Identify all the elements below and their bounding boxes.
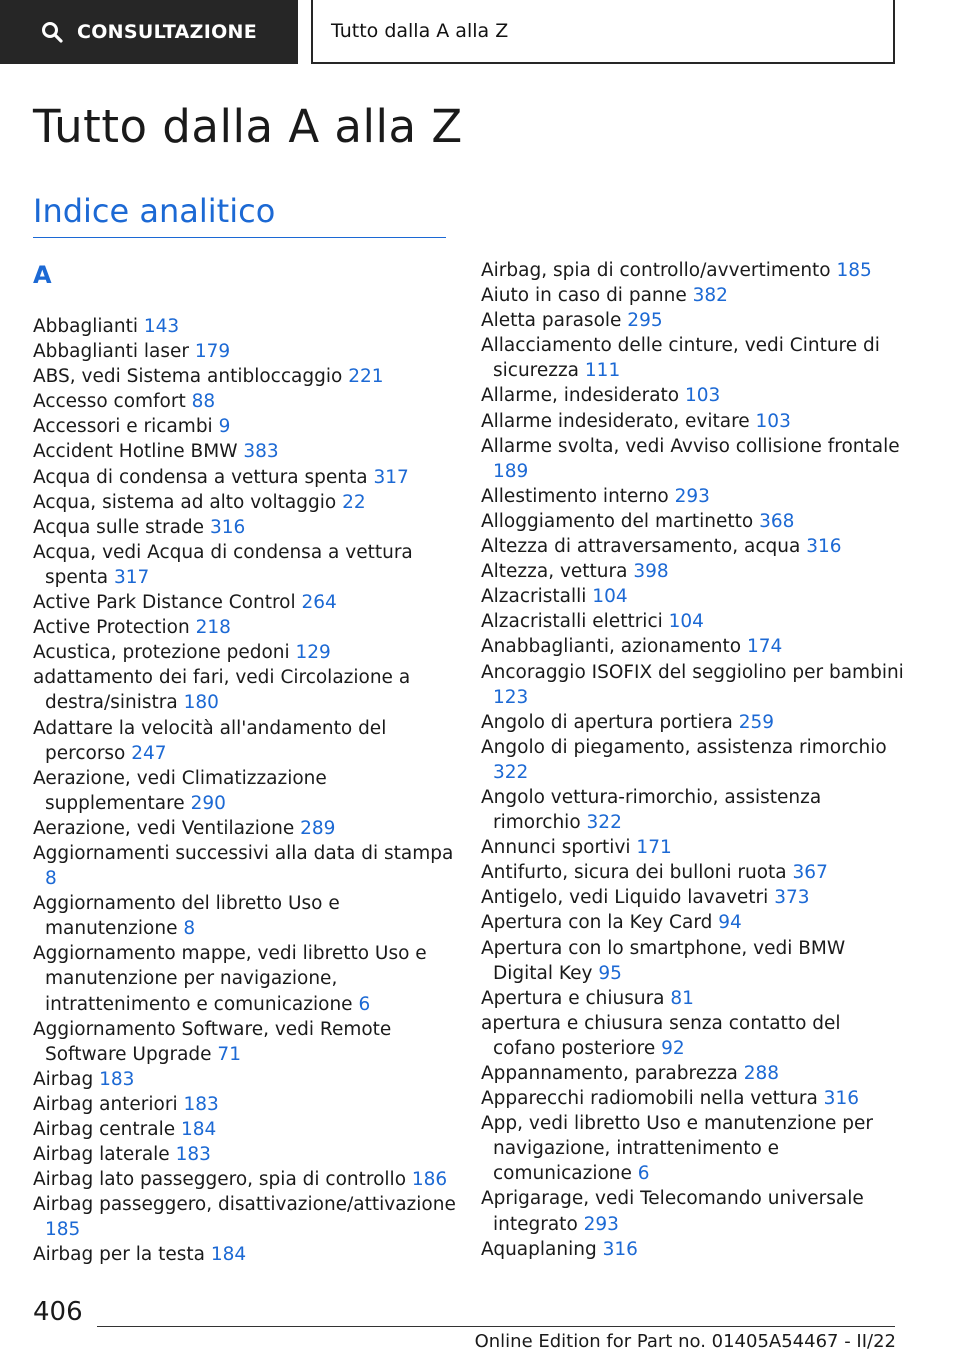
index-entry [33, 1192, 458, 1242]
index-page-link[interactable]: 184 [210, 1244, 247, 1266]
index-entry [33, 515, 458, 540]
index-entry-text: Acqua, sistema ad alto voltaggio [33, 491, 343, 513]
index-page-link[interactable]: 143 [143, 316, 180, 337]
index-entry-text: Abbaglianti [33, 316, 144, 337]
index-entry-text: Aletta parasole [481, 310, 628, 332]
index-page-link[interactable]: 289 [300, 817, 336, 839]
index-entry-text: adattamento dei fari, vedi Circolazione a destra/sinistra [33, 667, 411, 714]
index-page-link[interactable]: 174 [746, 636, 783, 658]
index-page-link[interactable]: 103 [755, 410, 791, 432]
index-entry-text: Angolo vettura-rimorchio, assistenza rimorchio [481, 786, 822, 834]
index-page-link[interactable]: 185 [45, 1219, 81, 1241]
index-page-link[interactable]: 71 [217, 1043, 241, 1065]
index-entry [33, 716, 458, 766]
index-entry [481, 609, 906, 634]
index-list-right [481, 258, 906, 1262]
index-entry-text: Aquaplaning [481, 1238, 603, 1260]
index-entry-text: Anabbaglianti, azionamento [481, 636, 747, 658]
index-entry [33, 590, 458, 615]
index-page-link[interactable]: 184 [180, 1119, 217, 1140]
index-page-link[interactable]: 104 [668, 611, 704, 633]
index-entry [33, 615, 458, 640]
consultation-label: CONSULTAZIONE [76, 21, 258, 43]
index-page-link[interactable]: 322 [493, 761, 529, 783]
index-entry-text: Allestimento interno [481, 485, 675, 507]
index-entry [481, 1186, 906, 1236]
index-entry [481, 409, 906, 434]
index-column-left [33, 260, 458, 1268]
index-entry [481, 584, 906, 609]
index-entry [33, 465, 458, 490]
index-entry-text: Abbaglianti laser [33, 341, 195, 363]
index-entry-text: Apparecchi radiomobili nella vettura [481, 1088, 824, 1110]
index-list-left [33, 314, 458, 1268]
index-entry [481, 534, 906, 559]
index-entry-text: Aprigarage, vedi Telecomando universale integrato [481, 1188, 864, 1235]
index-page-link[interactable]: 317 [113, 566, 150, 588]
index-page-link[interactable]: 316 [602, 1238, 638, 1260]
index-entry-text: Aggiornamento mappe, vedi libretto Uso e manutenzione per navigazione, intrattenimento e comunicazione [33, 943, 427, 1015]
index-entry-text: Allarme, indesiderato [481, 385, 686, 407]
index-entry [481, 258, 906, 283]
index-entry-text: App, vedi libretto Uso e manutenzione per navigazione, intrattenimento e comunicazione [481, 1113, 874, 1185]
index-entry [481, 283, 906, 308]
index-entry [33, 1092, 458, 1117]
index-entry [33, 1017, 458, 1067]
index-entry-text: Apertura con lo smartphone, vedi BMW Digital Key [481, 937, 846, 984]
chapter-tab[interactable] [311, 0, 895, 64]
index-entry [481, 383, 906, 408]
index-entry [33, 640, 458, 665]
index-page-link[interactable]: 264 [301, 592, 337, 614]
index-entry [33, 414, 458, 439]
index-entry-text: Aerazione, vedi Ventilazione [33, 817, 301, 839]
index-page-link[interactable]: 129 [295, 642, 331, 664]
index-page-link[interactable]: 183 [183, 1093, 219, 1115]
index-entry-text: Appannamento, parabrezza [481, 1063, 744, 1084]
index-entry [481, 860, 906, 885]
index-entry-text: Angolo di apertura portiera [481, 711, 739, 733]
index-entry [481, 1011, 906, 1061]
index-entry-text: Allarme indesiderato, evitare [481, 410, 756, 432]
index-page-link[interactable]: 171 [636, 837, 672, 859]
page-number: 406 [33, 1297, 83, 1327]
index-entry-text: Active Protection [33, 617, 196, 639]
index-page-link[interactable]: 322 [586, 812, 622, 834]
index-letter: A [33, 261, 52, 289]
index-entry-text: Airbag, spia di controllo/avvertimento [481, 260, 837, 281]
index-entry-text: Allarme svolta, vedi Avviso collisione frontale [481, 435, 900, 457]
index-entry-text: Aggiornamento del libretto Uso e manutenzione [33, 893, 340, 940]
index-entry-text: Airbag anteriori [33, 1093, 184, 1115]
index-entry [33, 816, 458, 841]
index-page-link[interactable]: 218 [195, 617, 231, 639]
index-entry-text: Angolo di piegamento, assistenza rimorchio [481, 736, 887, 758]
index-entry [481, 735, 906, 785]
index-entry [33, 540, 458, 590]
section-divider [33, 237, 446, 238]
index-page-link[interactable]: 367 [792, 862, 828, 884]
index-entry [33, 1117, 458, 1142]
index-page-link[interactable]: 382 [692, 285, 728, 307]
index-entry [33, 1242, 458, 1267]
index-page-link[interactable]: 22 [342, 491, 366, 513]
index-page-link[interactable]: 81 [670, 987, 694, 1009]
index-page-link[interactable]: 6 [637, 1163, 650, 1185]
index-entry [481, 484, 906, 509]
index-entry [481, 1237, 906, 1262]
index-entry [33, 439, 458, 464]
index-entry [481, 710, 906, 735]
index-entry-text: Allacciamento delle cinture, vedi Cinture di sicurezza [481, 335, 880, 382]
index-entry [481, 660, 906, 710]
index-page-link[interactable]: 316 [806, 536, 842, 558]
index-page-link[interactable]: 317 [373, 466, 409, 488]
index-entry [33, 1167, 458, 1192]
chapter-tab-label: Tutto dalla A alla Z [331, 20, 509, 42]
index-entry-text: Ancoraggio ISOFIX del seggiolino per bambini [481, 661, 904, 683]
index-entry-text: Accident Hotline BMW [33, 441, 244, 463]
index-page-link[interactable]: 95 [598, 962, 622, 984]
index-page-link[interactable]: 94 [718, 912, 742, 934]
footer-divider [97, 1326, 895, 1327]
index-page-link[interactable]: 6 [358, 993, 371, 1015]
index-page-link[interactable]: 259 [738, 711, 774, 733]
index-page-link[interactable]: 368 [759, 510, 795, 532]
index-page-link[interactable]: 9 [218, 416, 231, 438]
index-entry-text: Antifurto, sicura dei bulloni ruota [481, 862, 793, 884]
index-page-link[interactable]: 92 [661, 1037, 685, 1059]
consultation-tab[interactable] [0, 0, 298, 64]
index-entry-text: Airbag [33, 1068, 100, 1090]
index-entry-text: Airbag laterale [33, 1144, 176, 1166]
index-page-link[interactable]: 179 [194, 341, 231, 363]
index-entry-text: Airbag per la testa [33, 1244, 211, 1266]
index-page-link[interactable]: 88 [191, 391, 216, 413]
index-entry [481, 910, 906, 935]
index-entry [33, 364, 458, 389]
index-page-link[interactable]: 123 [493, 686, 529, 708]
index-entry-text: Airbag lato passeggero, spia di controllo [33, 1169, 412, 1191]
index-entry [481, 333, 906, 383]
index-entry [33, 941, 458, 1016]
index-entry [33, 841, 458, 891]
index-page-link[interactable]: 383 [243, 441, 279, 463]
index-entry [33, 1142, 458, 1167]
index-entry [481, 885, 906, 910]
index-entry-text: Adattare la velocità all'andamento del percorso [33, 717, 387, 764]
index-entry-text: Apertura e chiusura [481, 987, 671, 1009]
index-page-link[interactable]: 8 [183, 918, 196, 940]
index-page-link[interactable]: 111 [584, 360, 621, 382]
index-entry-text: Aggiornamenti successivi alla data di stampa [33, 842, 454, 864]
index-entry-text: Accessori e ricambi [33, 416, 219, 438]
index-entry-text: Airbag centrale [33, 1119, 181, 1140]
index-entry [33, 490, 458, 515]
footer-edition: Online Edition for Part no. 01405A54467 - II/22 [474, 1331, 896, 1352]
index-entry-text: Accesso comfort [33, 391, 192, 413]
index-entry-text: Acqua di condensa a vettura spenta [33, 466, 374, 488]
index-column-right [481, 258, 906, 1262]
index-page-link[interactable]: 290 [190, 792, 226, 814]
index-entry [481, 1111, 906, 1186]
index-entry-text: Aggiornamento Software, vedi Remote Software Upgrade [33, 1018, 392, 1065]
index-entry-text: Acqua, vedi Acqua di condensa a vettura spenta [33, 541, 413, 588]
index-entry-text: Acustica, protezione pedoni [33, 642, 296, 664]
index-entry [481, 559, 906, 584]
index-entry [481, 509, 906, 534]
index-entry-text: Aerazione, vedi Climatizzazione supplementare [33, 767, 327, 814]
index-page-link[interactable]: 183 [175, 1144, 211, 1166]
index-entry [481, 986, 906, 1011]
index-entry-text: Alloggiamento del martinetto [481, 510, 760, 532]
index-page-link[interactable]: 316 [823, 1088, 859, 1110]
index-entry-text: Altezza di attraversamento, acqua [481, 536, 807, 558]
index-entry [481, 835, 906, 860]
index-entry [481, 936, 906, 986]
index-entry [481, 1086, 906, 1111]
index-entry [33, 1067, 458, 1092]
index-entry [481, 634, 906, 659]
page-title: Tutto dalla A alla Z [33, 100, 463, 153]
index-entry-text: Altezza, vettura [481, 561, 634, 583]
index-entry-text: apertura e chiusura senza contatto del cofano posteriore [481, 1012, 841, 1059]
search-icon [41, 21, 63, 43]
index-entry-text: Alzacristalli elettrici [481, 611, 669, 633]
index-entry-text: Apertura con la Key Card [481, 912, 719, 934]
index-page-link[interactable]: 180 [183, 692, 219, 714]
index-page-link[interactable]: 316 [209, 516, 246, 538]
index-entry [481, 308, 906, 333]
index-page-link[interactable]: 104 [592, 586, 628, 608]
index-page-link[interactable]: 288 [743, 1063, 780, 1084]
index-page-link[interactable]: 186 [411, 1169, 448, 1191]
index-entry-text: Alzacristalli [481, 586, 593, 608]
index-entry [481, 434, 906, 484]
index-entry-text: Acqua sulle strade [33, 516, 210, 538]
index-entry [33, 665, 458, 715]
index-entry [33, 891, 458, 941]
index-entry [33, 766, 458, 816]
index-page-link[interactable]: 221 [348, 366, 384, 388]
index-entry [33, 339, 458, 364]
index-page-link[interactable]: 183 [99, 1068, 135, 1090]
index-page-link[interactable]: 103 [685, 385, 721, 407]
index-page-link[interactable]: 398 [633, 561, 669, 583]
index-entry [33, 314, 458, 339]
index-page-link[interactable]: 293 [583, 1213, 619, 1235]
index-entry [33, 389, 458, 414]
index-entry-text: Active Park Distance Control [33, 592, 302, 614]
section-title: Indice analitico [33, 192, 276, 230]
index-entry-text: Airbag passeggero, disattivazione/attivazione [33, 1194, 456, 1216]
index-page-link[interactable]: 185 [836, 260, 872, 281]
index-entry-text: Antigelo, vedi Liquido lavavetri [481, 887, 775, 909]
index-page-link[interactable]: 8 [45, 868, 57, 890]
index-entry-text: Aiuto in caso di panne [481, 285, 693, 307]
index-page-link[interactable]: 295 [627, 310, 663, 332]
index-entry-text: ABS, vedi Sistema antibloccaggio [33, 366, 349, 388]
index-entry-text: Annunci sportivi [481, 837, 637, 859]
index-page-link[interactable]: 189 [493, 460, 529, 482]
index-page-link[interactable]: 247 [131, 742, 167, 764]
index-entry [481, 785, 906, 835]
index-entry [481, 1061, 906, 1086]
index-page-link[interactable]: 293 [674, 485, 710, 507]
index-page-link[interactable]: 373 [774, 887, 810, 909]
